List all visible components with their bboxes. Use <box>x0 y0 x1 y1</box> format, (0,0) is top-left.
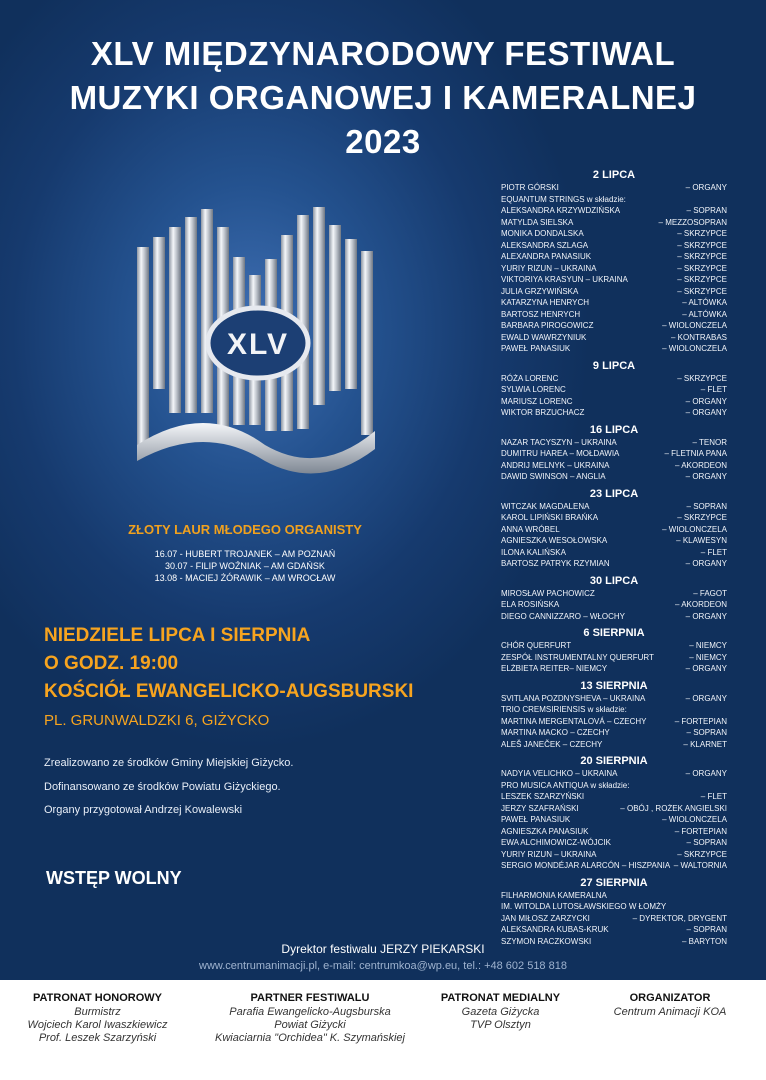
performer-name: DAWID SWINSON – ANGLIA <box>501 472 606 481</box>
schedule-row <box>501 217 727 229</box>
performer-role: – FLET <box>700 385 727 394</box>
schedule-row <box>501 205 727 217</box>
schedule-row <box>501 558 727 570</box>
footer-column-media <box>428 992 573 1032</box>
performer-role: – ORGANY <box>685 472 727 481</box>
performer-name: BARTOSZ HENRYCH <box>501 309 581 319</box>
funding-line: Dofinansowano ze środków Powiatu Giżyckiego. <box>44 780 281 793</box>
performer-role: – ALTÓWKA <box>682 298 727 307</box>
performer-name: PIOTR GÓRSKI <box>501 183 559 192</box>
schedule-row <box>501 860 727 872</box>
schedule-row <box>501 332 727 344</box>
performer-role: – ORGANY <box>685 769 727 778</box>
performer-name: WIKTOR BRZUCHACZ <box>501 408 585 417</box>
prize-item: 30.07 - FILIP WOŹNIAK – AM GDAŃSK <box>165 561 325 571</box>
prize-list <box>95 548 395 584</box>
schedule-row <box>501 501 727 513</box>
schedule-row <box>501 599 727 611</box>
schedule-row <box>501 524 727 536</box>
schedule-row <box>501 913 727 925</box>
schedule-row <box>501 512 727 524</box>
performer-name: EQUANTUM STRINGS w składzie: <box>501 194 626 204</box>
performer-name: JAN MIŁOSZ ZARZYCKI <box>501 913 590 923</box>
schedule-row <box>501 901 727 913</box>
performer-role: – FORTEPIAN <box>674 716 727 726</box>
schedule-date: 9 LIPCA <box>592 359 636 372</box>
performer-role: – SKRZYPCE <box>677 240 727 250</box>
schedule-row <box>501 407 727 419</box>
performer-name: NADYIA VELICHKO – UKRAINA <box>501 769 618 778</box>
footer-line: Kwiaciarnia "Orchidea" K. Szymańskiej <box>215 1032 405 1044</box>
performer-role: – ALTÓWKA <box>682 309 727 319</box>
performer-name: JERZY SZAFRAŃSKI <box>501 803 579 813</box>
performer-name: EWA ALCHIMOWICZ-WÓJCIK <box>501 838 611 847</box>
performer-name: WITCZAK MAGDALENA <box>501 501 590 511</box>
performer-role: – SOPRAN <box>686 838 727 847</box>
schedule-row <box>501 240 727 252</box>
schedule-date: 13 SIERPNIA <box>580 679 648 692</box>
schedule-row <box>501 924 727 936</box>
performer-role: – KLAWESYN <box>676 536 727 545</box>
performer-role: – ORGANY <box>685 559 727 568</box>
performer-name: ZESPÓŁ INSTRUMENTALNY QUERFURT <box>501 652 654 662</box>
performer-name: CHÓR QUERFURT <box>501 641 572 650</box>
schedule-row <box>501 437 727 449</box>
schedule-row <box>501 263 727 275</box>
schedule-row <box>501 460 727 472</box>
schedule-row <box>501 890 727 902</box>
schedule-row <box>501 274 727 286</box>
performer-role: – NIEMCY <box>689 641 727 650</box>
performer-role: – FLETNIA PANA <box>664 449 727 458</box>
schedule-row <box>501 768 727 780</box>
footer-line: Powiat Giżycki <box>274 1019 346 1031</box>
performer-name: PAWEŁ PANASIUK <box>501 344 571 353</box>
performer-role: – SKRZYPCE <box>677 286 727 296</box>
performer-name: PRO MUSICA ANTIQUA w składzie: <box>501 780 630 790</box>
schedule-row <box>501 535 727 547</box>
footer-heading: ORGANIZATOR <box>629 992 711 1004</box>
schedule-date: 16 LIPCA <box>589 423 639 436</box>
performer-name: TRIO CREMSIRIENSIS w składzie: <box>501 705 627 714</box>
schedule-row <box>501 471 727 483</box>
schedule-row <box>501 448 727 460</box>
performer-role: – DYREKTOR, DRYGENT <box>632 913 727 923</box>
performer-name: KATARZYNA HENRYCH <box>501 298 590 307</box>
footer-column-honorary <box>15 992 180 1045</box>
performer-name: ALEKSANDRA KRZYWDZIŃSKA <box>501 206 621 215</box>
festival-director: Dyrektor festiwalu JERZY PIEKARSKI <box>281 942 485 956</box>
performer-name: YURIY RIZUN – UKRAINA <box>501 263 597 273</box>
footer-line: Parafia Ewangelicko-Augsburska <box>229 1006 391 1018</box>
sponsors-footer <box>0 980 766 1080</box>
performer-name: AGNIESZKA WESOŁOWSKA <box>501 536 608 545</box>
performer-role: – TENOR <box>692 437 727 447</box>
performer-role: – SOPRAN <box>686 728 727 737</box>
performer-role: – ORGANY <box>685 664 727 673</box>
schedule-row <box>501 663 727 675</box>
performer-role: – AKORDEON <box>674 600 727 609</box>
schedule-row <box>501 343 727 355</box>
schedule-row <box>501 384 727 396</box>
event-address: PL. GRUNWALDZKI 6, GIŻYCKO <box>44 712 270 729</box>
organ-pipes-logo <box>135 205 385 475</box>
schedule-row <box>501 611 727 623</box>
event-time: O GODZ. 19:00 <box>44 653 179 674</box>
schedule-row <box>501 547 727 559</box>
performer-name: AGNIESZKA PANASIUK <box>501 826 589 836</box>
schedule-row <box>501 228 727 240</box>
title-year: 2023 <box>345 123 421 160</box>
performer-name: SVITLANA POZDNYSHEVA – UKRAINA <box>501 693 646 703</box>
performer-role: – KONTRABAS <box>670 332 727 342</box>
performer-role: – WIOLONCZELA <box>662 321 727 330</box>
performer-name: SZYMON RACZKOWSKI <box>501 936 592 946</box>
performer-role: – SKRZYPCE <box>677 275 727 284</box>
schedule-date: 23 LIPCA <box>589 487 639 500</box>
performer-name: JULIA GRZYWIŃSKA <box>501 286 579 296</box>
performer-name: IM. WITOLDA LUTOSŁAWSKIEGO W ŁOMŻY <box>501 902 667 911</box>
performer-role: – SKRZYPCE <box>677 373 727 383</box>
performer-name: ALEŠ JANEČEK – CZECHY <box>501 739 603 749</box>
performer-name: YURIY RIZUN – UKRAINA <box>501 849 597 859</box>
performer-role: – MEZZOSOPRAN <box>658 217 727 227</box>
schedule-date: 30 LIPCA <box>589 574 639 587</box>
performer-role: – SKRZYPCE <box>677 513 727 522</box>
performer-role: – WIOLONCZELA <box>662 344 727 353</box>
performer-name: MATYLDA SIELSKA <box>501 217 574 227</box>
performer-role: – FLET <box>700 792 727 801</box>
performer-name: DIEGO CANNIZZARO – WŁOCHY <box>501 611 626 621</box>
free-entry: WSTĘP WOLNY <box>46 868 182 888</box>
performer-role: – BARYTON <box>681 936 727 946</box>
performer-name: BARTOSZ PATRYK RZYMIAN <box>501 559 610 568</box>
prize-item: 16.07 - HUBERT TROJANEK – AM POZNAŃ <box>154 549 336 559</box>
performer-role: – FAGOT <box>693 588 727 598</box>
performer-name: ANDRIJ MELNYK – UKRAINA <box>501 460 610 470</box>
performer-name: LESZEK SZARZYŃSKI <box>501 792 585 801</box>
performer-role: – SKRZYPCE <box>677 229 727 238</box>
schedule-row <box>501 791 727 803</box>
schedule-row <box>501 704 727 716</box>
schedule-date: 20 SIERPNIA <box>580 755 648 767</box>
schedule-row <box>501 373 727 385</box>
schedule-row <box>501 826 727 838</box>
performer-name: SYLWIA LORENC <box>501 385 566 394</box>
schedule-row <box>501 814 727 826</box>
performer-name: BARBARA PIROGOWICZ <box>501 321 594 330</box>
performer-role: – WIOLONCZELA <box>662 524 727 534</box>
performer-name: NAZAR TACYSZYN – UKRAINA <box>501 437 617 447</box>
schedule-row <box>501 640 727 652</box>
performer-name: KAROL LIPIŃSKI BRAŃKA <box>501 513 599 522</box>
funding-line: Organy przygotował Andrzej Kowalewski <box>44 804 243 816</box>
schedule-row <box>501 251 727 263</box>
schedule-row <box>501 194 727 206</box>
performer-role: – SOPRAN <box>686 501 727 511</box>
performer-name: ELŻBIETA REITER– NIEMCY <box>501 664 608 673</box>
schedule-row <box>501 849 727 861</box>
footer-line: Burmistrz <box>74 1006 121 1018</box>
performer-name: MARIUSZ LORENC <box>501 396 573 406</box>
footer-heading: PATRONAT HONOROWY <box>33 992 162 1004</box>
concert-schedule <box>501 168 727 947</box>
performer-name: VIKTORIYA KRASYUN – UKRAINA <box>501 275 628 284</box>
title-line-2: MUZYKI ORGANOWEJ I KAMERALNEJ <box>69 79 697 116</box>
performer-role: – ORGANY <box>685 611 727 621</box>
schedule-row <box>501 739 727 751</box>
footer-heading: PATRONAT MEDIALNY <box>440 992 561 1004</box>
performer-role: – ORGANY <box>685 408 727 417</box>
performer-name: MONIKA DONDALSKA <box>501 229 584 238</box>
performer-name: ANNA WRÓBEL <box>501 524 560 534</box>
footer-line: Gazeta Giżycka <box>461 1006 540 1018</box>
schedule-row <box>501 837 727 849</box>
footer-column-organizer <box>590 992 750 1019</box>
festival-title <box>0 32 766 164</box>
performer-name: EWALD WAWRZYNIUK <box>501 332 587 342</box>
performer-role: – WIOLONCZELA <box>662 815 727 824</box>
schedule-row <box>501 309 727 321</box>
performer-role: – SKRZYPCE <box>677 263 727 273</box>
performer-name: MIROSŁAW PACHOWICZ <box>501 588 595 598</box>
schedule-row <box>501 727 727 739</box>
young-organist-prize <box>95 522 395 584</box>
funding-notes <box>44 752 293 823</box>
performer-name: MARTINA MACKO – CZECHY <box>501 728 610 737</box>
performer-name: ALEXANDRA PANASIUK <box>501 252 592 261</box>
schedule-row <box>501 297 727 309</box>
performer-name: ELA ROSIŃSKA <box>501 600 560 609</box>
schedule-row <box>501 182 727 194</box>
schedule-row <box>501 716 727 728</box>
logo-xlv-text: XLV <box>226 328 290 361</box>
schedule-row <box>501 286 727 298</box>
performer-name: FILHARMONIA KAMERALNA <box>501 890 607 900</box>
performer-name: DUMITRU HAREA – MOŁDAWIA <box>501 449 620 458</box>
performer-role: – ORGANY <box>685 693 727 703</box>
performer-name: ALEKSANDRA SZLAGA <box>501 240 589 250</box>
event-days: NIEDZIELE LIPCA I SIERPNIA <box>44 625 311 646</box>
schedule-row <box>501 803 727 815</box>
performer-role: – SKRZYPCE <box>677 849 727 859</box>
performer-role: – NIEMCY <box>689 652 727 662</box>
performer-name: ALEKSANDRA KUBAS-KRUK <box>501 925 609 934</box>
schedule-row <box>501 396 727 408</box>
schedule-row <box>501 320 727 332</box>
event-info <box>44 622 413 729</box>
schedule-date: 2 LIPCA <box>592 169 636 181</box>
performer-name: RÓŻA LORENC <box>501 373 559 383</box>
performer-role: – ORGANY <box>685 396 727 406</box>
schedule-date: 6 SIERPNIA <box>583 627 645 639</box>
footer-heading: PARTNER FESTIWALU <box>250 992 370 1004</box>
schedule-row <box>501 693 727 705</box>
prize-title: ZŁOTY LAUR MŁODEGO ORGANISTY <box>128 522 362 537</box>
performer-role: – FORTEPIAN <box>674 826 727 836</box>
performer-name: MARTINA MERGENTALOVÁ – CZECHY <box>501 716 647 726</box>
footer-line: Wojciech Karol Iwaszkiewicz <box>27 1019 168 1031</box>
performer-role: – SOPRAN <box>686 925 727 934</box>
performer-role: – SOPRAN <box>686 206 727 215</box>
title-line-1: XLV MIĘDZYNARODOWY FESTIWAL <box>90 35 676 72</box>
performer-role: – WALTORNIA <box>673 861 727 870</box>
performer-role: – SKRZYPCE <box>677 252 727 261</box>
prize-item: 13.08 - MACIEJ ŻÓRAWIK – AM WROCŁAW <box>154 573 336 583</box>
schedule-row <box>501 780 727 792</box>
performer-role: – FLET <box>700 547 727 557</box>
performer-name: PAWEŁ PANASIUK <box>501 815 571 824</box>
schedule-row <box>501 652 727 664</box>
footer-line: Prof. Leszek Szarzyński <box>38 1032 157 1044</box>
footer-line: TVP Olsztyn <box>470 1019 531 1031</box>
funding-line: Zrealizowano ze środków Gminy Miejskiej Giżycko. <box>44 757 294 769</box>
schedule-row <box>501 588 727 600</box>
footer-line: Centrum Animacji KOA <box>613 1006 727 1018</box>
event-venue: KOŚCIÓŁ EWANGELICKO-AUGSBURSKI <box>44 681 414 702</box>
schedule-date: 27 SIERPNIA <box>580 876 648 889</box>
contact-info: www.centrumanimacji.pl, e-mail: centrumkoa@wp.eu, tel.: +48 602 518 818 <box>199 960 567 972</box>
performer-name: ILONA KALIŃSKA <box>501 547 566 557</box>
performer-role: – KLARNET <box>683 739 727 749</box>
footer-column-partner <box>200 992 420 1045</box>
performer-role: – AKORDEON <box>674 460 727 470</box>
performer-role: – OBÓJ , ROŻEK ANGIELSKI <box>620 803 727 813</box>
performer-role: – ORGANY <box>685 183 727 192</box>
performer-name: SERGIO MONDÉJAR ALARCÓN – HISZPANIA <box>501 861 671 870</box>
